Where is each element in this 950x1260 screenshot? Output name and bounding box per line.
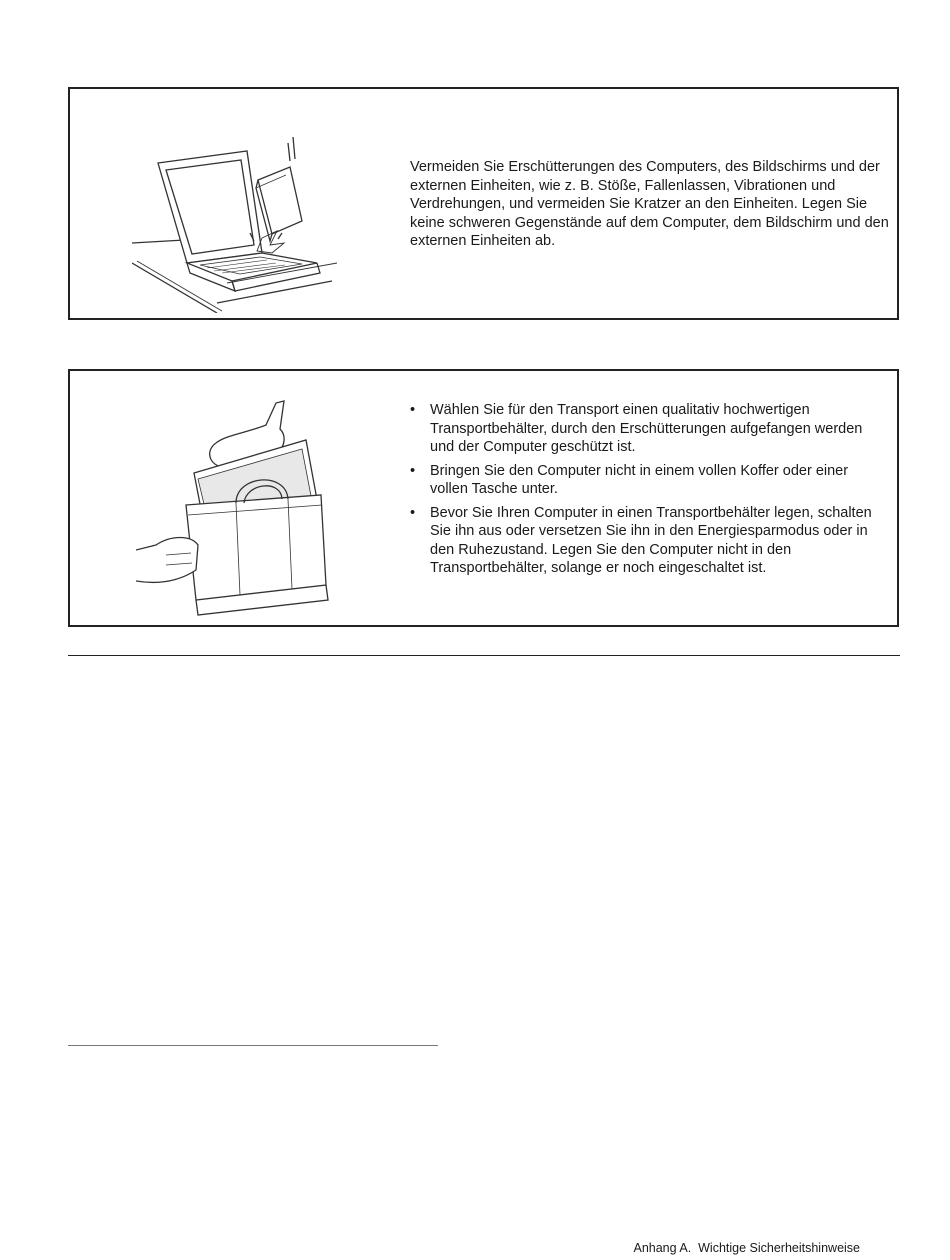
bullet-marker: • <box>410 504 416 521</box>
list-item-text: Bevor Sie Ihren Computer in einen Transportbehälter legen, schalten Sie ihn aus oder versetzen Sie ihn in den Energiesparmodus oder in den Ruhezustand. Legen Sie den Computer nicht in den Transportbehälter, solange er noch eingeschaltet ist. <box>430 504 872 576</box>
list-item-text: Bringen Sie den Computer nicht in einem vollen Koffer oder einer vollen Tasche unter. <box>430 462 849 497</box>
page-footer: Anhang A. Wichtige Sicherheitshinweise <box>633 1241 860 1255</box>
laptop-impact-icon <box>132 113 342 313</box>
notice-box-transport <box>68 369 899 627</box>
impact-warning-text: Vermeiden Sie Erschütterungen des Computers, des Bildschirms und der externen Einheiten, wie z. B. Stöße, Fallenlassen, Vibrationen und Verdrehungen, und vermeiden Sie Kratzer an den Einheiten. Legen Sie keine schweren Gegenstände auf dem Computer, dem Bildschirm und den externen Einheiten ab. <box>410 159 889 249</box>
list-item-text: Wählen Sie für den Transport einen qualitativ hochwertigen Transportbehälter, durch den Erschütterungen aufgefangen werden und der Computer geschützt ist. <box>430 402 863 455</box>
list-item <box>410 401 880 457</box>
bullet-marker: • <box>410 462 416 479</box>
list-item <box>410 462 880 499</box>
list-item <box>410 504 880 578</box>
footnote-divider <box>68 1045 438 1046</box>
bullet-marker: • <box>410 402 416 418</box>
laptop-carrying-case-icon <box>136 395 336 621</box>
section-divider <box>68 655 900 656</box>
transport-advice-list <box>410 401 880 583</box>
notice-box-impact <box>68 87 899 320</box>
